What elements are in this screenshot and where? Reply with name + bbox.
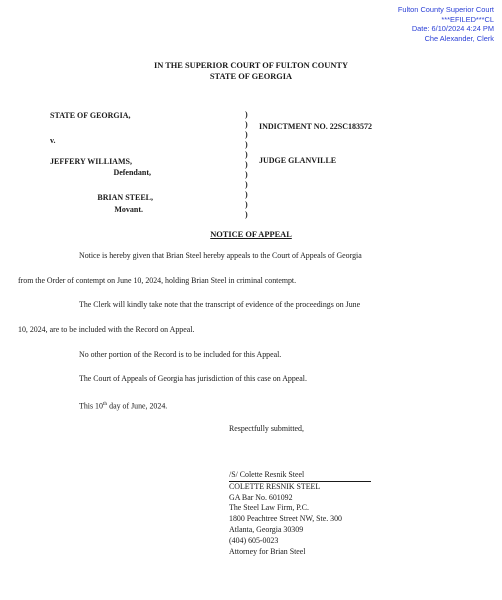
bracket-mark: )	[245, 190, 248, 199]
caption-brackets	[245, 110, 248, 220]
bracket-mark: )	[245, 120, 248, 129]
date-ordinal: th	[102, 401, 108, 407]
notice-paragraph-1-line-1: Notice is hereby given that Brian Steel hereby appeals to the Court of Appeals of Georgia	[79, 251, 362, 260]
indictment-number: INDICTMENT NO. 22SC183572	[259, 122, 372, 131]
law-firm: The Steel Law Firm, P.C.	[229, 503, 309, 513]
date-prefix: This 10	[79, 401, 103, 411]
bracket-mark: )	[245, 180, 248, 189]
bracket-mark: )	[245, 200, 248, 209]
electronic-signature: /S/ Colette Resnik Steel	[229, 470, 371, 482]
bracket-mark: )	[245, 210, 248, 219]
court-header	[0, 60, 502, 82]
notice-title: NOTICE OF APPEAL	[210, 230, 292, 239]
case-caption	[50, 110, 470, 222]
bracket-mark: )	[245, 160, 248, 169]
versus-label: v.	[50, 136, 56, 145]
stamp-efiled: ***EFILED***CL	[441, 14, 494, 24]
judge-name: JUDGE GLANVILLE	[259, 156, 337, 165]
phone-number: (404) 605-0023	[229, 535, 279, 545]
movant-name: BRIAN STEEL,	[97, 193, 153, 202]
bracket-mark: )	[245, 140, 248, 149]
notice-paragraph-2-line-2: 10, 2024, are to be included with the Record on Appeal.	[18, 325, 195, 334]
bracket-mark: )	[245, 170, 248, 179]
movant-role: Movant.	[114, 205, 143, 214]
notice-paragraph-2-line-1: The Clerk will kindly take note that the transcript of evidence of the proceedings on June	[79, 300, 361, 309]
efiling-stamp	[398, 5, 494, 43]
signature-block	[229, 470, 371, 557]
notice-paragraph-3: No other portion of the Record is to be included for this Appeal.	[79, 350, 282, 359]
stamp-court: Fulton County Superior Court	[397, 5, 494, 14]
defendant-name: JEFFERY WILLIAMS,	[50, 157, 132, 166]
bracket-mark: )	[245, 110, 248, 119]
attorney-role: Attorney for Brian Steel	[229, 546, 306, 556]
bracket-mark: )	[245, 130, 248, 139]
notice-date	[79, 399, 167, 412]
defendant-role: Defendant,	[113, 168, 151, 177]
street-address: 1800 Peachtree Street NW, Ste. 300	[229, 514, 342, 524]
bar-number: GA Bar No. 601092	[229, 492, 293, 502]
date-suffix: day of June, 2024.	[107, 401, 168, 411]
city-state-zip: Atlanta, Georgia 30309	[229, 524, 304, 534]
stamp-clerk: Che Alexander, Clerk	[424, 33, 494, 43]
bracket-mark: )	[245, 150, 248, 159]
court-state: STATE OF GEORGIA	[209, 72, 293, 81]
stamp-date: Date: 6/10/2024 4:24 PM	[411, 24, 494, 34]
plaintiff-name: STATE OF GEORGIA,	[50, 111, 131, 120]
closing-phrase: Respectfully submitted,	[229, 424, 304, 433]
court-name: IN THE SUPERIOR COURT OF FULTON COUNTY	[153, 61, 349, 70]
notice-paragraph-1-line-2: from the Order of contempt on June 10, 2024, holding Brian Steel in criminal contempt.	[18, 276, 297, 285]
notice-paragraph-4: The Court of Appeals of Georgia has jurisdiction of this case on Appeal.	[79, 374, 307, 383]
attorney-name: COLETTE RESNIK STEEL	[229, 481, 321, 491]
